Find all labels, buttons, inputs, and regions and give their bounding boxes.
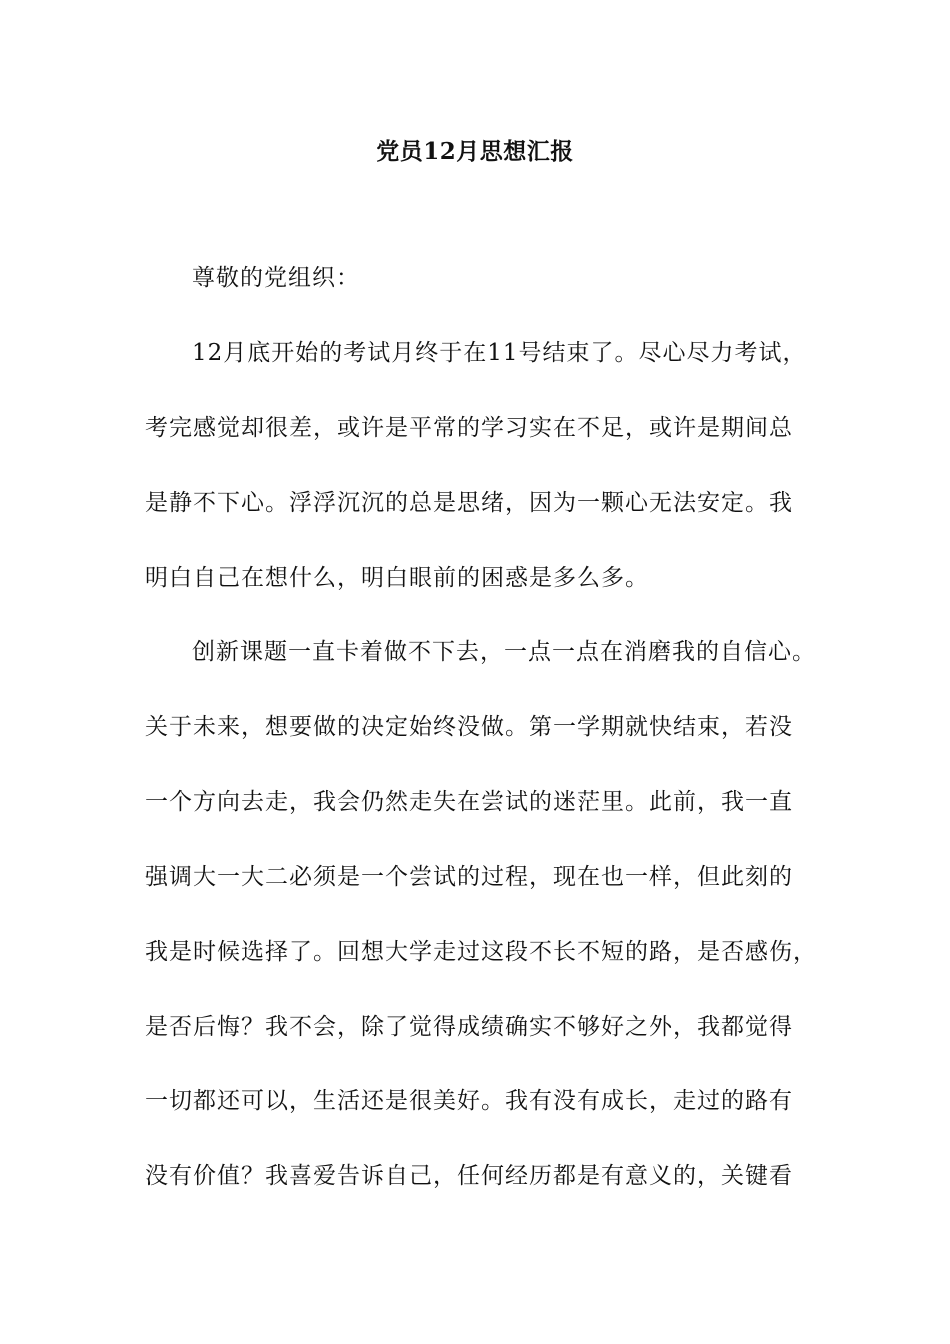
body-line: 明白自己在想什么，明白眼前的困惑是多么多。 <box>145 565 649 591</box>
body-line: 创新课题一直卡着做不下去，一点一点在消磨我的自信心。 <box>192 639 816 665</box>
body-line: 我是时候选择了。回想大学走过这段不长不短的路，是否感伤， <box>145 939 817 965</box>
body-line: 关于未来，想要做的决定始终没做。第一学期就快结束，若没 <box>145 714 793 740</box>
body-line: 是否后悔？我不会，除了觉得成绩确实不够好之外，我都觉得 <box>145 1014 793 1040</box>
body-line: 一切都还可以，生活还是很美好。我有没有成长，走过的路有 <box>145 1088 793 1114</box>
body-line: 12月底开始的考试月终于在11号结束了。尽心尽力考试， <box>192 340 807 366</box>
body-line: 是静不下心。浮浮沉沉的总是思绪，因为一颗心无法安定。我 <box>145 490 793 516</box>
body-line: 没有价值？我喜爱告诉自己，任何经历都是有意义的，关键看 <box>145 1163 793 1189</box>
body-line: 一个方向去走，我会仍然走失在尝试的迷茫里。此前，我一直 <box>145 789 793 815</box>
body-line: 强调大一大二必须是一个尝试的过程，现在也一样，但此刻的 <box>145 864 793 890</box>
salutation: 尊敬的党组织： <box>192 265 360 291</box>
body-line: 考完感觉却很差，或许是平常的学习实在不足，或许是期间总 <box>145 415 793 441</box>
document-title: 党员12月思想汇报 <box>376 138 574 165</box>
